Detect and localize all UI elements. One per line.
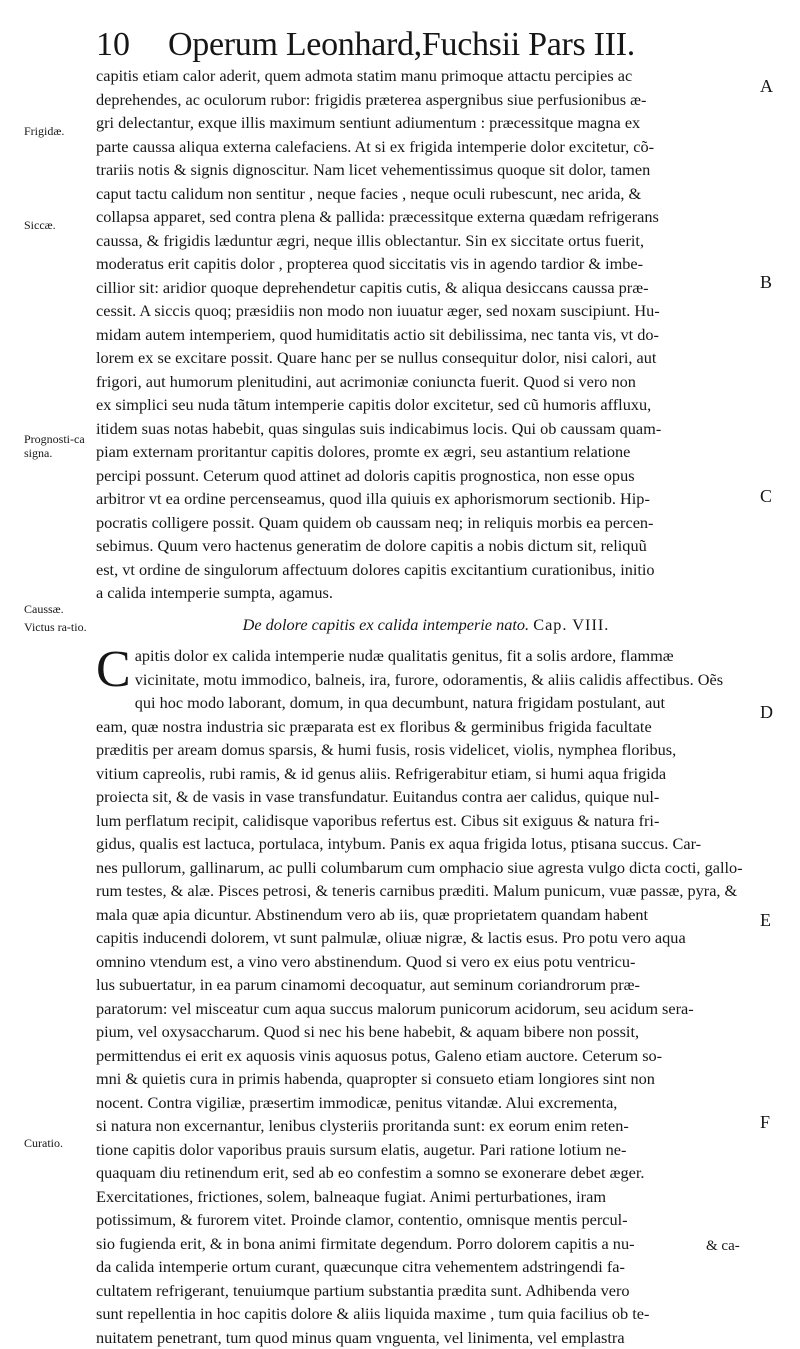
text-line: pium, vel oxysaccharum. Quod si nec his bene habebit, & aquam bibere non possit,	[96, 1020, 756, 1044]
section-letter-c: C	[760, 486, 772, 507]
margin-note-frigidae: Frigidæ.	[24, 124, 92, 138]
text-line: frigori, aut humorum plenitudini, aut acrimoniæ coniuncta fuerit. Quod si vero non	[96, 370, 756, 394]
margin-note-victus: Victus ra-tio.	[24, 620, 92, 634]
text-line: sebimus. Quum vero hactenus generatim de dolore capitis a nobis dictum sit, reliquũ	[96, 534, 756, 558]
text-line: proiecta sit, & de vasis in vase transfundatur. Euitandus contra aer calidus, quique nul-	[96, 785, 756, 809]
text-line: parte caussa aliqua externa calefaciens. At si ex frigida intemperie dolor excitetur, cõ-	[96, 135, 756, 159]
text-line: Exercitationes, frictiones, solem, balneaque fugiat. Animi perturbationes, iram	[96, 1185, 756, 1209]
text-line: arbitror vt ea ordine percenseamus, quod illa quiuis ex aphorismorum sectionib. Hip-	[96, 487, 756, 511]
text-line: vicinitate, motu immodico, balneis, ira, furore, odoramentis, & aliis calidis affectibus. Oẽs	[135, 668, 756, 692]
page-number: 10	[96, 26, 130, 64]
text-line: cessit. A siccis quoq; præsidiis non modo non iuuatur æger, sed noxam suscipiunt. Hu-	[96, 299, 756, 323]
text-line: quaquam diu retinendum erit, sed ab eo confestim a somno se exonerare debet æger.	[96, 1161, 756, 1185]
text-line: est, vt ordine de singulorum affectuum dolores capitis excitantium curationibus, initio	[96, 558, 756, 582]
text-line: mala quæ apia dicuntur. Abstinendum vero ab iis, quæ proprietatem quandam habent	[96, 903, 756, 927]
text-line: omnino vtendum est, a vino vero abstinendum. Quod si vero ex eius potu ventricu-	[96, 950, 756, 974]
chapter-title: De dolore capitis ex calida intemperie nato.	[243, 615, 530, 634]
text-line: cultatem refrigerant, tenuiumque partium substantia prædita sunt. Adhibenda vero	[96, 1279, 756, 1303]
page-header	[96, 18, 736, 68]
text-line: gidus, qualis est lactuca, portulaca, intybum. Panis ex aqua frigida lotus, ptisana succus. Car-	[96, 832, 756, 856]
section-letter-d: D	[760, 702, 773, 723]
text-line: apitis dolor ex calida intemperie nudæ qualitatis genitus, fit a solis ardore, flammæ	[135, 644, 756, 668]
text-line: cillior sit: aridior quoque deprehendetur capitis cutis, & aliqua desiccans caussa præ-	[96, 276, 756, 300]
paragraph-2	[96, 644, 756, 1349]
text-line: ex simplici seu nuda tãtum intemperie capitis dolor excitetur, sed cũ humoris affluxu,	[96, 393, 756, 417]
margin-note-prognostica: Prognosti-ca signa.	[24, 432, 92, 460]
text-line: potissimum, & furorem vitet. Proinde clamor, contentio, omnisque mentis percul-	[96, 1208, 756, 1232]
text-line: da calida intemperie ortum curant, quæcunque citra vehementem adstringendi fa-	[96, 1255, 756, 1279]
running-title: Operum Leonhard,Fuchsii Pars III.	[168, 26, 635, 64]
text-line: caput tactu calidum non sentitur , neque facies , neque oculi rubescunt, nec arida, &	[96, 182, 756, 206]
text-line: eam, quæ nostra industria sic præparata est ex floribus & germinibus frigida facultate	[96, 715, 756, 739]
text-line: lorem ex se excitare possit. Quare hanc per se nullus consequitur dolor, nisi calori, aut	[96, 346, 756, 370]
text-line: percipi possunt. Ceterum quod attinet ad doloris capitis prognostica, non esse opus	[96, 464, 756, 488]
text-line: capitis inducendi dolorem, vt sunt palmulæ, oliuæ nigræ, & lactis esus. Pro potu vero aqua	[96, 926, 756, 950]
section-letter-f: F	[760, 1112, 770, 1133]
margin-note-caussae: Caussæ.	[24, 602, 92, 616]
text-line: caussa, & frigidis læduntur ægri, neque illis oblectantur. Sin ex siccitate ortus fuerit,	[96, 229, 756, 253]
spacer	[96, 636, 756, 644]
section-letter-b: B	[760, 272, 772, 293]
body-text	[96, 64, 756, 1349]
chapter-number: Cap. VIII.	[533, 615, 609, 634]
text-line: qui hoc modo laborant, domum, in qua decumbunt, natura frigidam postulant, aut	[135, 691, 756, 715]
text-line: itidem suas notas habebit, quas singulas suis indicabimus locis. Qui ob caussam quam-	[96, 417, 756, 441]
text-line: deprehendes, ac oculorum rubor: frigidis præterea aspergnibus siue perfusionibus æ-	[96, 88, 756, 112]
catchword: & ca-	[706, 1238, 740, 1255]
text-line: capitis etiam calor aderit, quem admota statim manu primoque attactu percipies ac	[96, 64, 756, 88]
paragraph-1	[96, 64, 756, 605]
text-line: nes pullorum, gallinarum, ac pulli columbarum cum omphacio siue agresta vulgo dicta cocti, gallo-	[96, 856, 756, 880]
text-line: lus subuertatur, in ea parum cinamomi decoquatur, aut seminum coriandrorum præ-	[96, 973, 756, 997]
text-line: præditis per aream domus sparsis, & humi fusis, rosis videlicet, violis, nymphea floribus,	[96, 738, 756, 762]
section-letter-a: A	[760, 76, 773, 97]
text-line: moderatus erit capitis dolor , propterea quod siccitatis vis in agendo tardior & imbe-	[96, 252, 756, 276]
spacer	[96, 605, 756, 613]
text-line: gri delectantur, exque illis maximum sentiunt adiumentum : præcessitque magna ex	[96, 111, 756, 135]
text-line: tione capitis dolor vaporibus prauis sursum elatis, augetur. Pari ratione lotium ne-	[96, 1138, 756, 1162]
text-line: trariis notis & signis dignoscitur. Nam licet vehementissimus quoque sit dolor, tamen	[96, 158, 756, 182]
text-line: midam autem intemperiem, quod humiditatis actio sit debilissima, nec tanta vis, vt do-	[96, 323, 756, 347]
text-line: paratorum: vel misceatur cum aqua succus malorum punicorum acidorum, seu acidum sera-	[96, 997, 756, 1021]
text-line: piam externam proritantur capitis dolores, promte ex ægri, seu astantium relatione	[96, 440, 756, 464]
text-line: permittendus ei erit ex aquosis vinis aquosus potus, Galeno etiam auctore. Ceterum so-	[96, 1044, 756, 1068]
text-line: sunt repellentia in hoc capitis dolore & aliis liquida maxime , tum quia facilius ob te-	[96, 1302, 756, 1326]
chapter-heading	[96, 613, 756, 637]
text-line: lum perflatum recipit, calidisque vaporibus refertus est. Cibus sit exiguus & natura fri-	[96, 809, 756, 833]
text-line: pocratis colligere possit. Quam quidem ob caussam neq; in reliquis morbis ea percen-	[96, 511, 756, 535]
text-line: nocent. Contra vigiliæ, præsertim immodicæ, penitus vitandæ. Alui excrementa,	[96, 1091, 756, 1115]
text-line: sio fugienda erit, & in bona animi firmitate degendum. Porro dolorem capitis a nu-	[96, 1232, 756, 1256]
margin-note-curatio: Curatio.	[24, 1136, 92, 1150]
text-line: vitium capreolis, rubi ramis, & id genus aliis. Refrigerabitur etiam, si humi aqua frigida	[96, 762, 756, 786]
text-line: si natura non excernantur, lenibus clysteriis proritanda sunt: ex eorum enim reten-	[96, 1114, 756, 1138]
text-line: a calida intemperie sumpta, agamus.	[96, 581, 756, 605]
margin-note-siccae: Siccæ.	[24, 218, 92, 232]
section-letter-e: E	[760, 910, 771, 931]
text-line: nuitatem penetrant, tum quod minus quam vnguenta, vel linimenta, vel emplastra	[96, 1326, 756, 1349]
text-line: collapsa apparet, sed contra plena & pallida: præcessitque externa quædam refrigerans	[96, 205, 756, 229]
text-line: mni & quietis cura in primis habenda, quapropter si consueto etiam longiores sint non	[96, 1067, 756, 1091]
text-line: rum testes, & alæ. Pisces petrosi, & teneris carnibus præditi. Malum punicum, vuæ passæ, pyra, &	[96, 879, 756, 903]
drop-cap: C	[96, 648, 131, 692]
